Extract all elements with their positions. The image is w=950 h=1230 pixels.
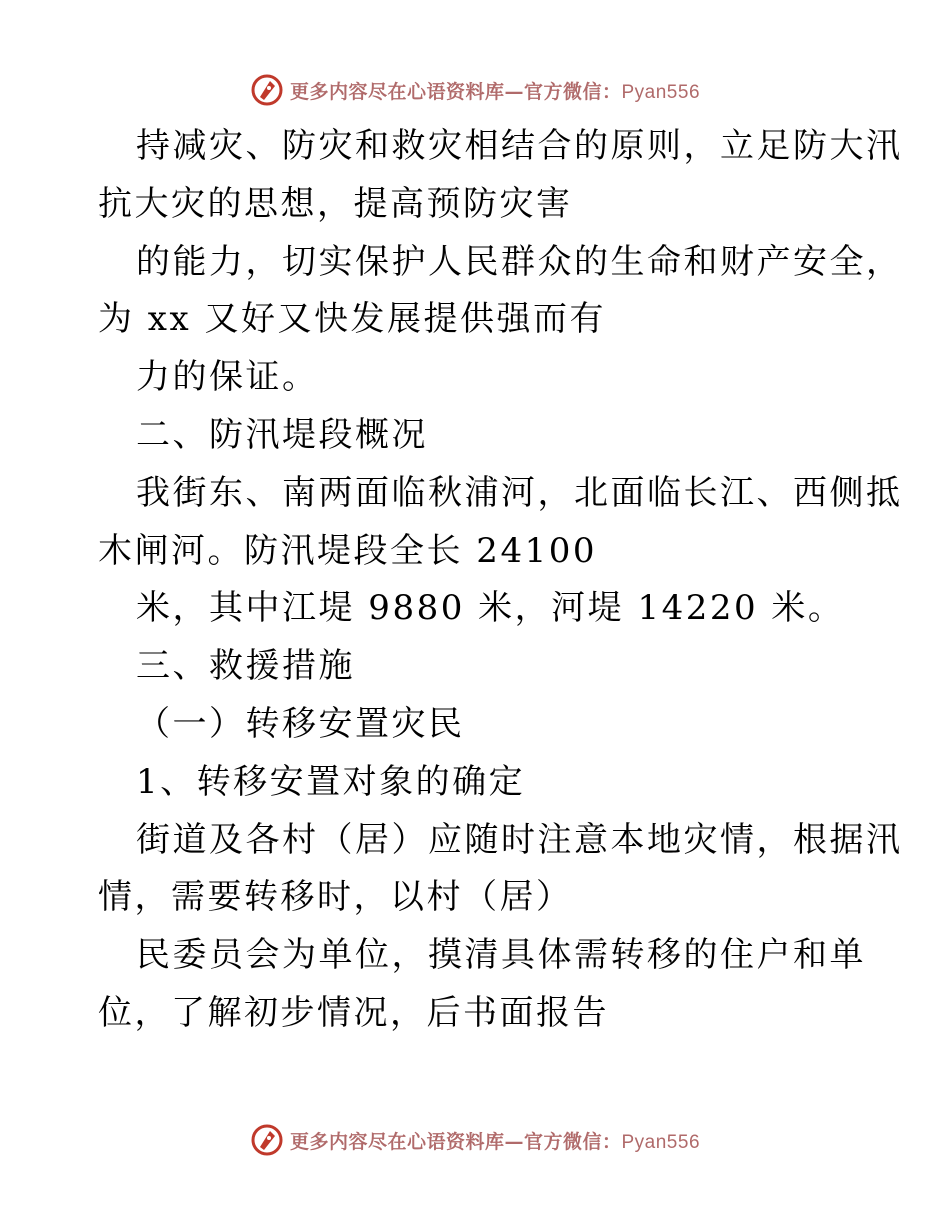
footer-wechat-id: Pyan556: [621, 1131, 701, 1153]
text-line: 持减灾、防灾和救灾相结合的原则，立足防大汛: [136, 126, 903, 166]
header-banner-text: 更多内容尽在心语资料库—官方微信：Pyan556: [289, 80, 701, 103]
header-banner: [0, 70, 950, 110]
text-line: 民委员会为单位，摸清具体需转移的住户和单: [136, 935, 866, 976]
text-line: 我街东、南两面临秋浦河，北面临长江、西侧抵: [136, 472, 903, 513]
section-heading: 三、救援措施: [136, 646, 355, 687]
item-heading: 1、转移安置对象的确定: [136, 761, 526, 802]
pen-nib-logo-icon: [250, 73, 284, 107]
header-wechat-id: Pyan556: [621, 81, 701, 103]
text-line: 木闸河。防汛堤段全长 24100: [98, 530, 597, 571]
footer-banner: [0, 1120, 950, 1160]
subsection-heading: （一）转移安置灾民: [136, 703, 465, 744]
document-body: [98, 118, 903, 1043]
text-line: 为 xx 又好又快发展提供强而有: [98, 299, 606, 340]
pen-nib-logo-icon: [250, 1123, 284, 1157]
footer-banner-text: 更多内容尽在心语资料库—官方微信：Pyan556: [289, 1130, 701, 1153]
text-line: 米，其中江堤 9880 米，河堤 14220 米。: [136, 588, 845, 629]
text-line: 的能力，切实保护人民群众的生命和财产安全，: [136, 241, 903, 282]
text-line: 街道及各村（居）应随时注意本地灾情，根据汛: [136, 819, 903, 860]
text-line: 位，了解初步情况，后书面报告: [98, 992, 609, 1033]
section-heading: 二、防汛堤段概况: [136, 414, 428, 455]
text-line: 力的保证。: [136, 357, 319, 398]
text-line: 情，需要转移时，以村（居）: [98, 877, 573, 918]
text-line: 抗大灾的思想，提高预防灾害: [98, 183, 573, 224]
